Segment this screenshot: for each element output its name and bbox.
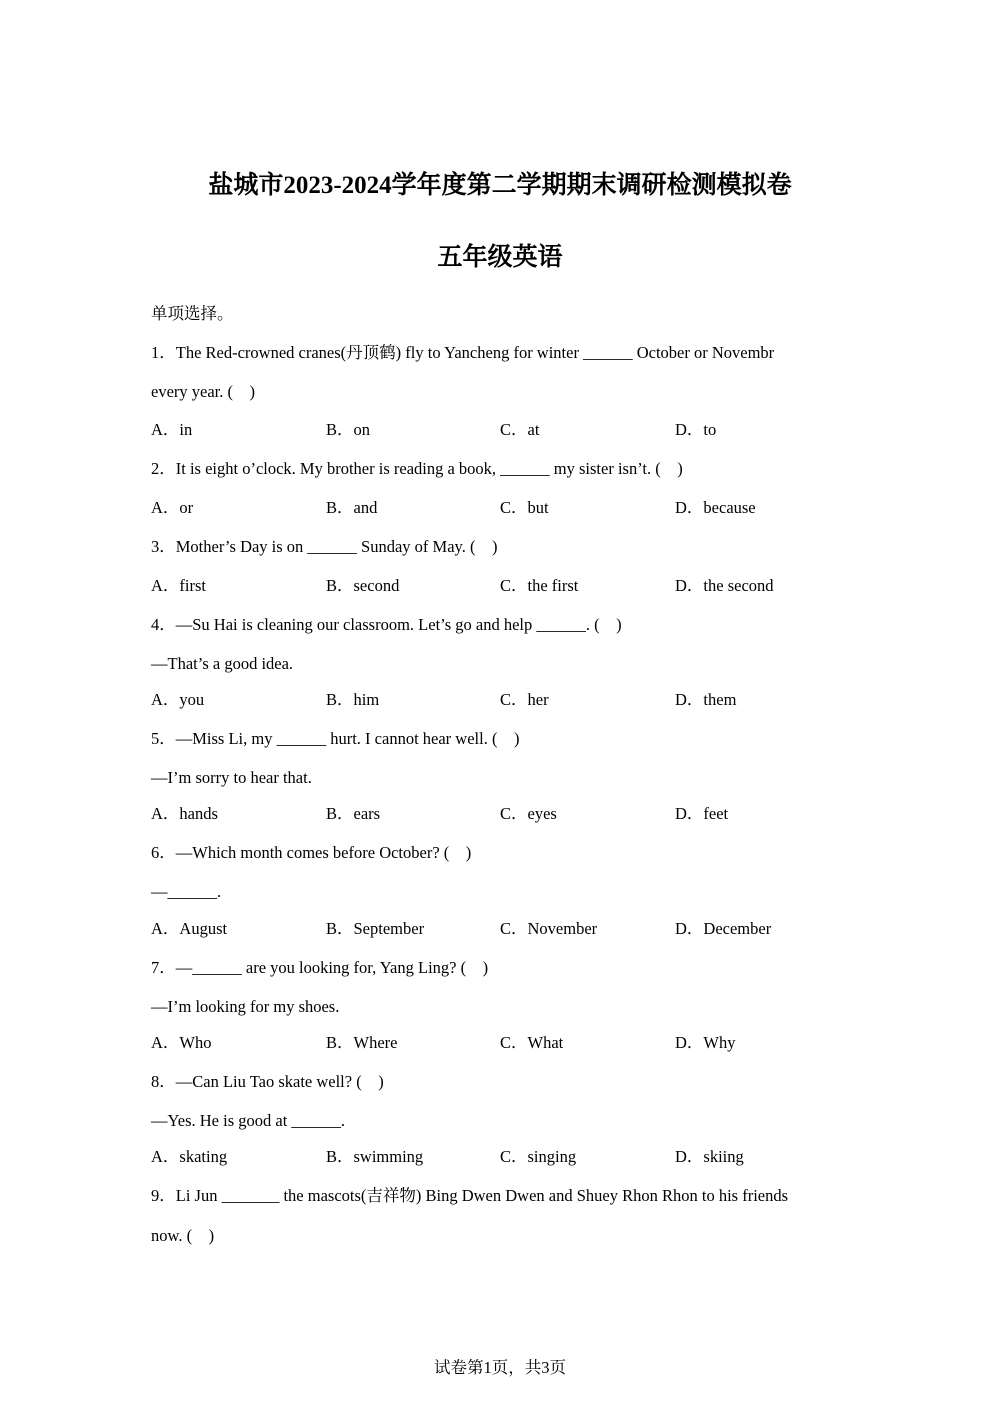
question-5-option-d: D．feet — [675, 804, 729, 823]
question-6-text: 6．—Which month comes before October? ( ) — [151, 843, 472, 862]
question-4-option-c: C．her — [500, 690, 549, 709]
question-8-option-a: A．skating — [151, 1147, 228, 1166]
question-5-option-c: C．eyes — [500, 804, 557, 823]
question-4-option-a: A．you — [151, 690, 205, 709]
question-4-option-d: D．them — [675, 690, 737, 709]
question-9-text: 9．Li Jun _______ the mascots(吉祥物) Bing Dwen Dwen and Shuey Rhon Rhon to his friends — [151, 1186, 789, 1205]
question-2-option-b: B．and — [326, 498, 378, 517]
question-6-option-c: C．November — [500, 919, 598, 938]
question-3-option-c: C．the first — [500, 576, 579, 595]
question-1-text: 1．The Red-crowned cranes(丹顶鹤) fly to Yancheng for winter ______ October or Novembr — [151, 343, 775, 362]
question-4-text: 4．—Su Hai is cleaning our classroom. Let’s go and help ______. ( ) — [151, 615, 622, 634]
question-2-option-a: A．or — [151, 498, 194, 517]
question-9-text-cont: now. ( ) — [151, 1226, 215, 1245]
question-3-option-a: A．first — [151, 576, 206, 595]
question-8-option-d: D．skiing — [675, 1147, 744, 1166]
question-4-option-b: B．him — [326, 690, 380, 709]
page-footer: 试卷第1页，共3页 — [434, 1358, 566, 1377]
question-2-option-d: D．because — [675, 498, 756, 517]
question-3-option-b: B．second — [326, 576, 400, 595]
question-8-text: 8．—Can Liu Tao skate well? ( ) — [151, 1072, 384, 1091]
question-6-reply: —______. — [151, 882, 222, 901]
question-7-text: 7．—______ are you looking for, Yang Ling? ( ) — [151, 958, 489, 977]
question-6-option-a: A．August — [151, 919, 228, 938]
question-3-option-d: D．the second — [675, 576, 774, 595]
question-2-option-c: C．but — [500, 498, 549, 517]
question-8-option-c: C．singing — [500, 1147, 577, 1166]
question-5-text: 5．—Miss Li, my ______ hurt. I cannot hear well. ( ) — [151, 729, 520, 748]
question-4-reply: —That’s a good idea. — [151, 654, 294, 673]
question-2-text: 2．It is eight o’clock. My brother is reading a book, ______ my sister isn’t. ( ) — [151, 459, 683, 478]
question-1-option-b: B．on — [326, 420, 371, 439]
question-5-option-b: B．ears — [326, 804, 381, 823]
question-1-option-a: A．in — [151, 420, 193, 439]
question-7-option-c: C．What — [500, 1033, 564, 1052]
question-3-text: 3．Mother’s Day is on ______ Sunday of May. ( ) — [151, 537, 498, 556]
question-1-option-c: C．at — [500, 420, 540, 439]
question-6-option-b: B．September — [326, 919, 425, 938]
question-8-reply: —Yes. He is good at ______. — [151, 1111, 346, 1130]
question-5-reply: —I’m sorry to hear that. — [151, 768, 312, 787]
question-7-option-a: A．Who — [151, 1033, 212, 1052]
question-7-reply: —I’m looking for my shoes. — [151, 997, 340, 1016]
question-1-option-d: D．to — [675, 420, 717, 439]
question-1-text-cont: every year. ( ) — [151, 382, 255, 401]
question-8-option-b: B．swimming — [326, 1147, 424, 1166]
section-heading: 单项选择。 — [151, 304, 234, 323]
question-5-option-a: A．hands — [151, 804, 218, 823]
question-7-option-b: B．Where — [326, 1033, 398, 1052]
page-subtitle: 五年级英语 — [437, 244, 563, 271]
question-7-option-d: D．Why — [675, 1033, 736, 1052]
question-6-option-d: D．December — [675, 919, 772, 938]
page-title: 盐城市2023-2024学年度第二学期期末调研检测模拟卷 — [208, 172, 792, 199]
